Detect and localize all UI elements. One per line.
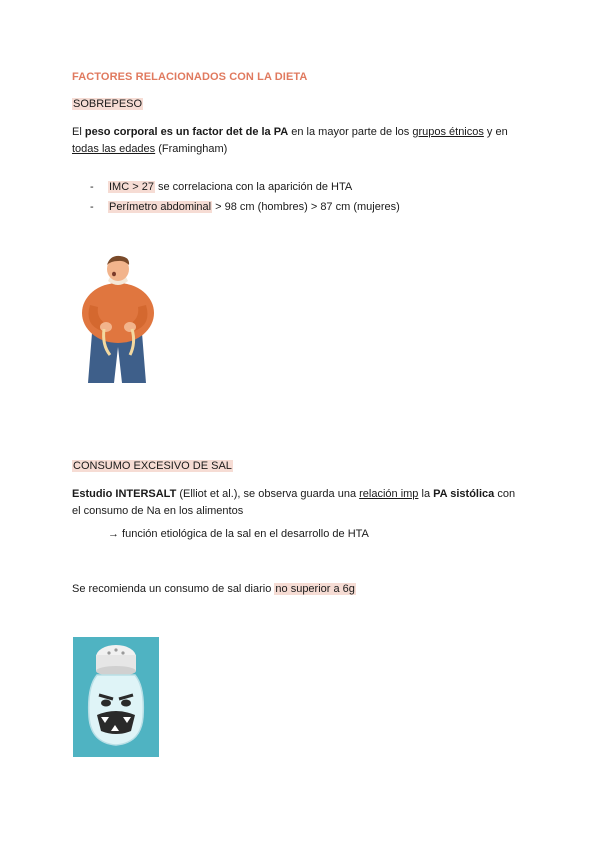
bullet-perimetro: - Perímetro abdominal > 98 cm (hombres) > 87 cm (mujeres) — [90, 201, 400, 213]
arrow-note: → función etiológica de la sal en el desarrollo de HTA — [108, 528, 369, 540]
section-heading-sal: CONSUMO EXCESIVO DE SAL — [73, 460, 232, 472]
section-heading-sobrepeso: SOBREPESO — [73, 98, 143, 110]
paragraph-intersalt: Estudio INTERSALT (Elliot et al.), se observa guarda una relación imp la PA sistólica con el consumo de Na en los alimentos — [72, 488, 516, 517]
page-title: FACTORES RELACIONADOS CON LA DIETA — [72, 71, 308, 83]
angry-salt-shaker-illustration — [73, 637, 159, 757]
paragraph-sobrepeso: El peso corporal es un factor det de la PA en la mayor parte de los grupos étnicos y en todas las edades (Framingham) — [72, 126, 508, 155]
overweight-man-illustration — [80, 255, 156, 385]
bullet-imc: - IMC > 27 se correlaciona con la aparición de HTA — [90, 181, 353, 193]
recommendation: Se recomienda un consumo de sal diario no superior a 6g — [72, 583, 355, 595]
